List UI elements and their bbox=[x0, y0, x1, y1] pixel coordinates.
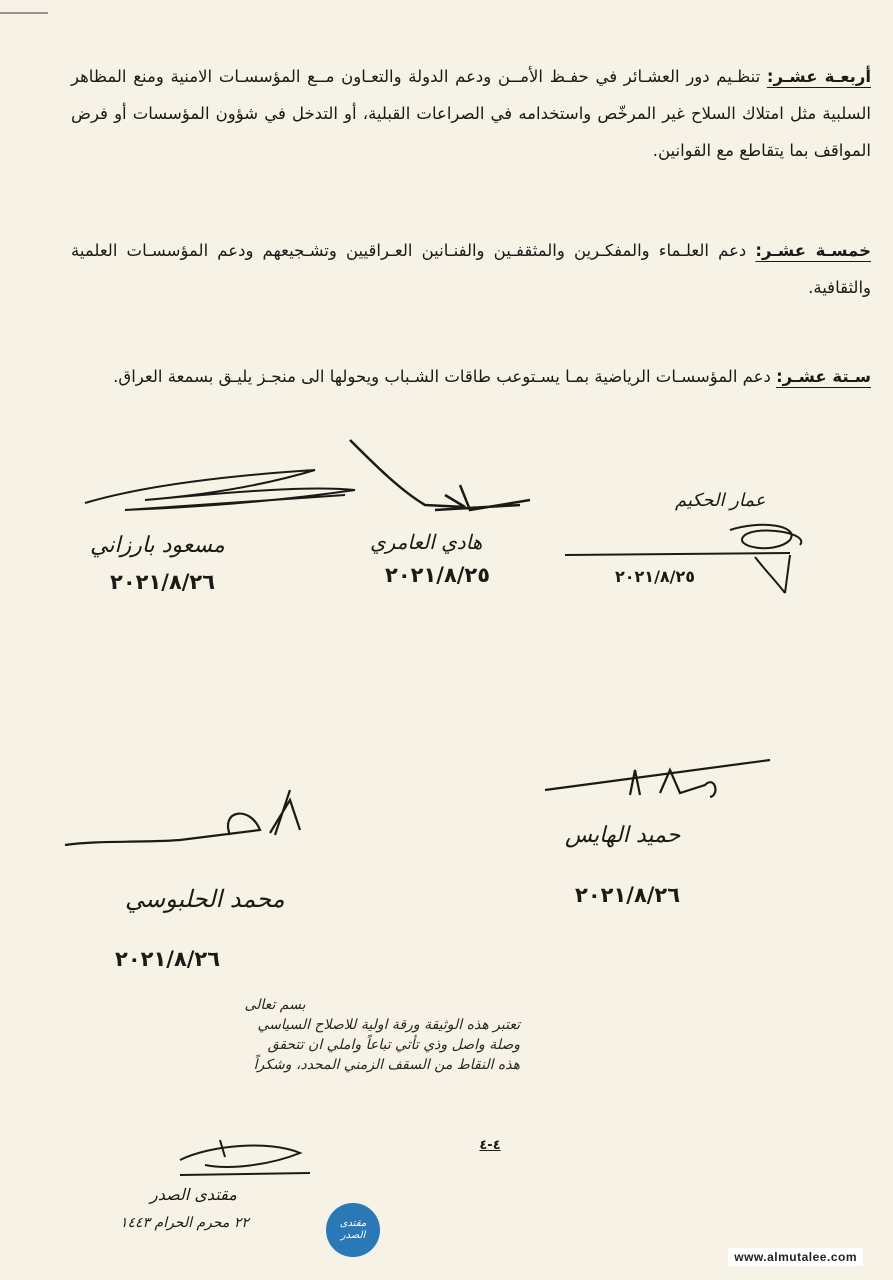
signature-date: ٢٢ محرم الحرام ١٤٤٣ bbox=[120, 1215, 249, 1231]
site-watermark: www.almutalee.com bbox=[728, 1248, 863, 1266]
signature-block-barzani bbox=[85, 455, 370, 605]
note-line: هذه النقاط من السقف الزمني المحدد، وشكراً bbox=[253, 1057, 520, 1073]
clause-text: تنظـيم دور العشـائر في حفـظ الأمــن ودعم الدولة والتعـاون مــع المؤسسـات الامنية ومنع المظاهر السلبية مثل امتلاك السلاح غير المرخّص واستخدامه في الصراعات القبلية، أو التدخل في شؤون المؤسسات أو فرض المواقف بما يتقاطع مع القوانين. bbox=[71, 67, 871, 160]
top-edge-line bbox=[0, 12, 48, 14]
clause-text: دعم المؤسسـات الرياضية بمـا يسـتوعب طاقات الشـباب ويحولها الى منجـز يليـق بسمعة العراق. bbox=[113, 367, 771, 386]
signature-block-hayes bbox=[540, 755, 780, 915]
clause-heading: أربعـة عشـر: bbox=[766, 67, 871, 86]
note-line: وصلة واصل وذي تأتي تباعاً واملي ان تتحقق bbox=[267, 1037, 520, 1053]
clause-fifteen bbox=[71, 232, 871, 306]
signatory-name: هادي العامري bbox=[370, 530, 483, 554]
signature-date: ٢٠٢١/٨/٢٦ bbox=[115, 947, 221, 971]
signature-block-sadr bbox=[120, 1135, 320, 1235]
clause-heading: سـتة عشـر: bbox=[776, 367, 871, 386]
signatory-name: محمد الحلبوسي bbox=[125, 885, 285, 913]
signature-block-halbousi bbox=[60, 785, 360, 980]
clause-sixteen bbox=[71, 358, 871, 395]
blue-seal-stamp: مقتدى الصدر bbox=[326, 1203, 380, 1257]
clause-heading: خمسـة عشـر: bbox=[755, 241, 871, 260]
clause-fourteen bbox=[71, 58, 871, 169]
signatory-name: مسعود بارزاني bbox=[90, 533, 225, 558]
signature-date: ٢٠٢١/٨/٢٥ bbox=[385, 563, 491, 587]
signature-block-amiri bbox=[345, 435, 545, 595]
signature-date: ٢٠٢١/٨/٢٦ bbox=[110, 570, 216, 594]
page-number: ٤-٤ bbox=[479, 1138, 501, 1153]
signatory-name: عمار الحكيم bbox=[675, 490, 766, 511]
signature-date: ٢٠٢١/٨/٢٦ bbox=[575, 883, 681, 907]
note-basmala: بسم تعالى bbox=[244, 997, 306, 1013]
note-line: تعتبر هذه الوثيقة ورقة اولية للاصلاح السياسي bbox=[257, 1017, 520, 1033]
signature-date: ٢٠٢١/٨/٢٥ bbox=[615, 567, 696, 586]
clause-text: دعم العلـماء والمفكـرين والمثقفـين والفنـانين العـراقيين وتشـجيعهم ودعم المؤسسـات العلمية والثقافية. bbox=[71, 241, 871, 297]
signatory-name: حميد الهايس bbox=[565, 823, 681, 848]
signature-block-hakim bbox=[560, 485, 880, 595]
handwritten-note bbox=[70, 995, 520, 1075]
signatory-name: مقتدى الصدر bbox=[150, 1185, 237, 1204]
